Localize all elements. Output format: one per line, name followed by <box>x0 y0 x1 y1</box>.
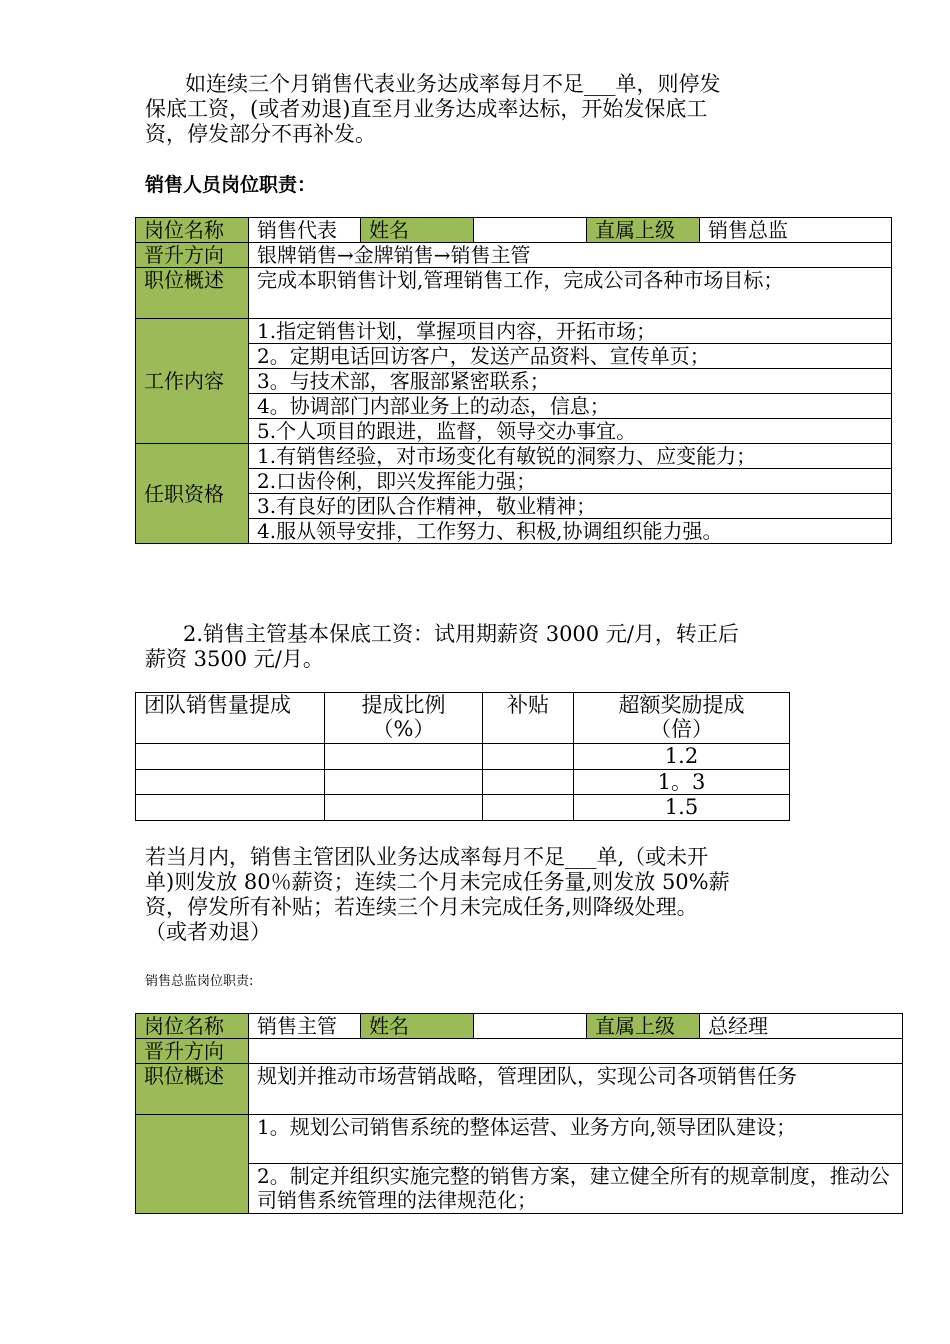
header-subsidy: 补贴 <box>483 693 574 744</box>
promotion-label: 晋升方向 <box>136 1039 249 1064</box>
header-team-sales: 团队销售量提成 <box>136 693 325 744</box>
superior-label: 直属上级 <box>587 218 700 243</box>
section-heading-sales-director: 销售总监岗位职责: <box>145 974 254 989</box>
promotion-value: 银牌销售→金牌销售→销售主管 <box>249 243 892 268</box>
work-content-label: 工作内容 <box>136 319 249 444</box>
intro-paragraph <box>145 72 721 147</box>
intro-line-3: 资，停发部分不再补发。 <box>145 122 376 146</box>
table-cell <box>483 744 574 770</box>
section-heading-sales-staff: 销售人员岗位职责： <box>145 174 317 196</box>
bonus-multiplier: 1.5 <box>574 795 790 821</box>
table-cell <box>325 795 483 821</box>
table-cell <box>136 770 325 795</box>
intro-line-2: 保底工资，(或者劝退)直至月业务达成率达标，开始发保底工 <box>145 97 708 121</box>
salary-paragraph <box>145 622 739 672</box>
supervisor-line-2: 单)则发放 80％薪资；连续二个月未完成任务量,则发放 50%薪 <box>145 870 730 894</box>
intro-line-1: 如连续三个月销售代表业务达成率每月不足___单，则停发 <box>185 72 721 96</box>
superior-label: 直属上级 <box>587 1014 700 1039</box>
name-label: 姓名 <box>361 218 474 243</box>
work-item: 1.指定销售计划，掌握项目内容，开拓市场； <box>249 319 892 344</box>
name-value <box>474 218 587 243</box>
qualification-item: 2.口齿伶俐，即兴发挥能力强； <box>249 469 892 494</box>
supervisor-line-4: （或者劝退） <box>145 920 271 944</box>
supervisor-line-1: 若当月内，销售主管团队业务达成率每月不足___单,（或未开 <box>145 845 709 869</box>
responsibility-item: 2。制定并组织实施完整的销售方案，建立健全所有的规章制度，推动公司销售系统管理的法律规范化； <box>249 1164 903 1214</box>
work-item: 4。协调部门内部业务上的动态，信息； <box>249 394 892 419</box>
work-item: 2。定期电话回访客户，发送产品资料、宣传单页； <box>249 344 892 369</box>
overview-value: 完成本职销售计划,管理销售工作，完成公司各种市场目标； <box>249 268 892 319</box>
promotion-label: 晋升方向 <box>136 243 249 268</box>
header-commission-rate: 提成比例（%） <box>325 693 483 744</box>
overview-label: 职位概述 <box>136 1064 249 1115</box>
overview-label: 职位概述 <box>136 268 249 319</box>
bonus-multiplier: 1。3 <box>574 770 790 795</box>
supervisor-line-3: 资，停发所有补贴；若连续三个月未完成任务,则降级处理。 <box>145 895 698 919</box>
work-item: 5.个人项目的跟进，监督，领导交办事宜。 <box>249 419 892 444</box>
position-name-value: 销售代表 <box>249 218 361 243</box>
sales-supervisor-duty-table <box>135 1013 903 1214</box>
responsibility-item: 1。规划公司销售系统的整体运营、业务方向,领导团队建设； <box>249 1115 903 1164</box>
table-cell <box>325 744 483 770</box>
table-cell <box>325 770 483 795</box>
qualification-item: 3.有良好的团队合作精神，敬业精神； <box>249 494 892 519</box>
qualification-item: 1.有销售经验，对市场变化有敏锐的洞察力、应变能力； <box>249 444 892 469</box>
team-commission-table <box>135 692 790 821</box>
superior-value: 总经理 <box>700 1014 903 1039</box>
responsibility-label <box>136 1115 249 1214</box>
table-cell <box>483 770 574 795</box>
table-cell <box>136 795 325 821</box>
position-name-label: 岗位名称 <box>136 218 249 243</box>
qualification-label: 任职资格 <box>136 444 249 544</box>
salary-line-2: 薪资 3500 元/月。 <box>145 647 324 671</box>
table-cell <box>136 744 325 770</box>
promotion-value <box>249 1039 903 1064</box>
name-label: 姓名 <box>361 1014 474 1039</box>
supervisor-paragraph <box>145 845 730 945</box>
sales-rep-duty-table <box>135 217 892 544</box>
work-item: 3。与技术部，客服部紧密联系； <box>249 369 892 394</box>
overview-value: 规划并推动市场营销战略，管理团队，实现公司各项销售任务 <box>249 1064 903 1115</box>
position-name-label: 岗位名称 <box>136 1014 249 1039</box>
salary-line-1: 2.销售主管基本保底工资：试用期薪资 3000 元/月，转正后 <box>183 622 739 646</box>
name-value <box>474 1014 587 1039</box>
position-name-value: 销售主管 <box>249 1014 361 1039</box>
superior-value: 销售总监 <box>700 218 892 243</box>
header-excess-bonus: 超额奖励提成（倍） <box>574 693 790 744</box>
table-cell <box>483 795 574 821</box>
bonus-multiplier: 1.2 <box>574 744 790 770</box>
qualification-item: 4.服从领导安排，工作努力、积极,协调组织能力强。 <box>249 519 892 544</box>
